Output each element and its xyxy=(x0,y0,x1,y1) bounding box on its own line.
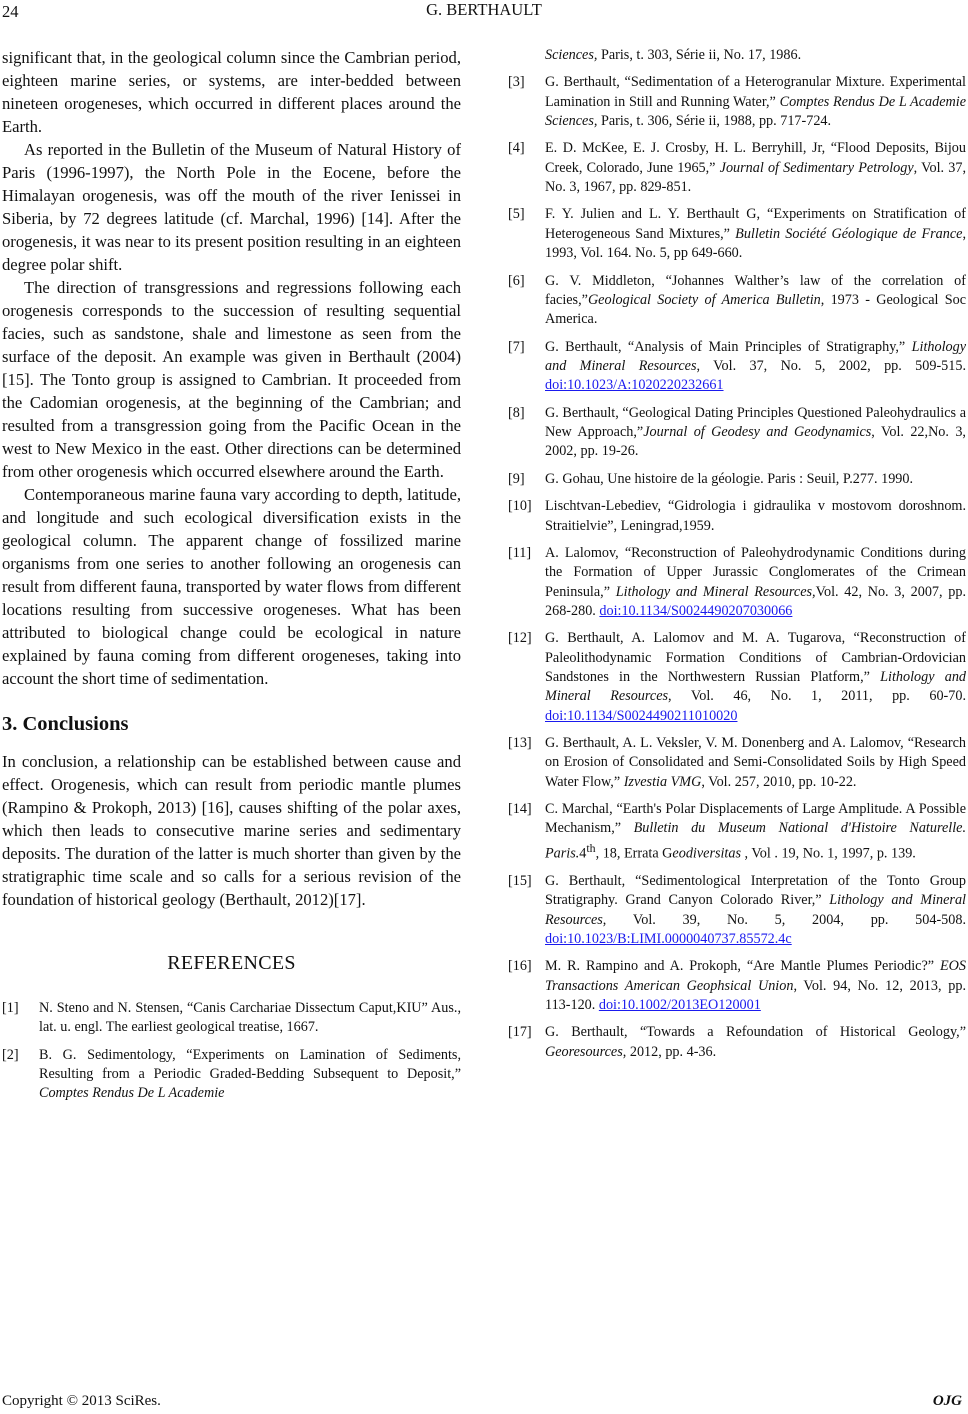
reference-text: E. D. McKee, E. J. Crosby, H. L. Berryhill, Jr, “Flood Deposits, Bijou Creek, Colorado, June 1965,” xyxy=(545,140,966,176)
reference-number: [15] xyxy=(508,872,532,889)
reference-text: G. V. Middleton, “Johannes Walther’s law of the correlation of facies,” xyxy=(545,272,966,308)
reference-text: C. Marchal, “Earth's Polar Displacements of Large Amplitude. A Possible Mechanism,” xyxy=(545,801,966,837)
reference-text: G. Berthault, A. L. Veksler, V. M. Donenberg and A. Lalomov, “Research on Erosion of Consolidated and Semi-Consolidated Soils by High Speed Water Flow,” xyxy=(545,735,966,790)
reference-journal: Bulletin du Museum National d'Histoire Naturelle. Paris. xyxy=(545,820,966,862)
reference-item xyxy=(508,734,966,792)
reference-text: G. Berthault, “Analysis of Main Principles of Stratigraphy,” xyxy=(545,338,912,355)
reference-text: F. Y. Julien and L. Y. Berthault G, “Experiments on Stratification of Heterogeneous Sand Mixtures,” xyxy=(545,206,966,242)
conclusions-paragraph: In conclusion, a relationship can be established between cause and effect. Orogenesis, which can result from periodic mantle plumes (Rampino & Prokoph, 2013) [16], causes shifting of the polar axes, which then leads to consecutive marine series and sedimentary deposits. The duration of the latter is much shorter than given by the stratigraphic time scale and so calls for a serious revision of the foundation of historical geology (Berthault, 2012)[17]. xyxy=(2,752,461,909)
reference-number: [4] xyxy=(508,140,525,157)
reference-text: B. G. Sedimentology, “Experiments on Lamination of Sediments, Resulting from a Periodic Graded-Bedding Subsequent to Deposit,” xyxy=(39,1046,461,1082)
reference-number: [6] xyxy=(508,272,525,289)
reference-item xyxy=(508,470,966,489)
reference-text: Paris, t. 303, Série ii, No. 17, 1986. xyxy=(597,47,802,63)
page-number: 24 xyxy=(2,2,19,21)
reference-text: G. Berthault, “Towards a Refoundation of Historical Geology,” xyxy=(545,1024,966,1041)
reference-journal: Journal of Geodesy and Geodynamics xyxy=(643,423,872,440)
reference-text: G. Berthault, “Sedimentation of a Heterogranular Mixture. Experimental Lamination in Still and Running Water,” xyxy=(545,74,966,110)
reference-journal: Sciences, xyxy=(545,47,598,63)
body-paragraph: Contemporaneous marine fauna vary according to depth, latitude, and longitude and such ecological diversification exists in the geological column. The apparent change of fossilized marine organisms from one series to another following an orogenesis can result from different fauna, transported by water flows from different locations resulting from successive orogeneses. What has been attributed to biological change could be ecological in nature explained by fauna coming from different orogeneses, taking into account the short time of sedimentation. xyxy=(2,485,461,688)
reference-number: [2] xyxy=(2,1046,19,1063)
body-paragraph: The direction of transgressions and regressions following each orogenesis corresponds to the succession of resulting sequential facies, such as sandstone, shale and limestone as seen from the surface of the deposit. An example was given in Berthault (2004) [15]. The Tonto group is assigned to Cambrian. It proceeded from the Cadomian orogenesis, at the beginning of the Cambrian; and resulted from a transgression going from the Pacific Ocean in the west to New Mexico in the east. Other directions can be determined from other orogenesis which occurred elsewhere around the Earth. xyxy=(2,278,461,481)
reference-item xyxy=(508,629,966,725)
reference-number: [8] xyxy=(508,404,525,421)
body-paragraph: significant that, in the geological column since the Cambrian period, eighteen marine series, or systems, are inter-bedded between nineteen orogeneses, which occurred in different places around the Earth. xyxy=(2,48,461,136)
doi-link[interactable]: doi:10.1023/A:1020220232661 xyxy=(545,377,724,394)
reference-text: G. Berthault, A. Lalomov and M. A. Tugarova, “Reconstruction of Paleolithodynamic Formation Conditions of Cambrian-Ordovician Sandstones in the Northwestern Russian Platform,” xyxy=(545,630,966,685)
reference-journal: Lithology and Mineral Resources xyxy=(545,892,966,928)
reference-number: [1] xyxy=(2,1000,19,1016)
reference-item xyxy=(508,872,966,949)
reference-tail: , 1993, Vol. 164. No. 5, pp 649-660. xyxy=(545,225,966,262)
reference-number: [11] xyxy=(508,545,532,562)
reference-tail: , Vol. 37, No. 3, 1967, pp. 829-851. xyxy=(545,159,967,195)
reference-journal: Journal of Sedimentary Petrology xyxy=(719,159,914,176)
reference-text: N. Steno and N. Stensen, “Canis Carchariae Dissectum Caput,KIU” Aus., lat. u. engl. The earliest geological treatise, 1667. xyxy=(39,1000,461,1036)
reference-ordinal: 4 xyxy=(579,845,587,862)
reference-tail: , Vol. 22,No. 3, 2002, pp. 19-26. xyxy=(545,423,966,460)
reference-item xyxy=(2,1046,461,1104)
reference-item xyxy=(508,272,966,330)
reference-item xyxy=(508,139,966,197)
doi-link[interactable]: doi:10.1134/S0024490207030066 xyxy=(599,602,793,619)
page-header xyxy=(0,0,968,30)
reference-text: G. Berthault, “Geological Dating Principles Questioned Paleohydraulics a New Approach,” xyxy=(545,404,966,440)
reference-tail: , Vol. 94, No. 12, 2013, pp. 113-120. xyxy=(545,977,966,1013)
reference-number: [12] xyxy=(508,630,532,647)
reference-journal: Lithology and Mineral Resources xyxy=(545,338,966,374)
reference-number: [17] xyxy=(508,1024,532,1041)
reference-item xyxy=(508,957,966,1015)
right-column xyxy=(508,46,966,1070)
reference-tail: , Vol. 257, 2010, pp. 10-22. xyxy=(701,773,857,790)
reference-journal: Geological Society of America Bulletin xyxy=(587,291,821,308)
reference-text: Lischtvan-Lebediev, “Gidrologia i gidraulika v mostovom doroshnom. Straitielvie”, Leningrad,1959. xyxy=(545,498,966,534)
reference-item xyxy=(508,497,966,536)
section-heading-conclusions: 3. Conclusions xyxy=(2,713,129,735)
reference-number: [10] xyxy=(508,498,532,515)
journal-abbreviation: OJG xyxy=(932,1393,962,1409)
reference-text: M. R. Rampino and A. Prokoph, “Are Mantle Plumes Periodic?” xyxy=(545,958,940,975)
reference-superscript: th xyxy=(586,840,596,855)
reference-item xyxy=(2,999,461,1038)
reference-journal: eodiversitas xyxy=(672,845,741,862)
reference-list xyxy=(2,999,461,1103)
reference-item xyxy=(508,1023,966,1062)
doi-link[interactable]: doi:10.1002/2013EO120001 xyxy=(598,996,761,1013)
reference-journal: Comptes Rendus De L Academie Sciences, xyxy=(545,93,966,129)
reference-tail: , Vol. 46, No. 1, 2011, pp. 60-70. xyxy=(668,688,966,705)
reference-item xyxy=(508,338,966,396)
reference-number: [9] xyxy=(508,470,525,487)
reference-number: [16] xyxy=(508,958,532,975)
reference-text: A. Lalomov, “Reconstruction of Paleohydrodynamic Conditions during the Formation of Upper Jurassic Conglomerates of the Crimean Peninsula,” xyxy=(545,545,966,600)
reference-number: [3] xyxy=(508,74,525,91)
doi-link[interactable]: doi:10.1134/S0024490211010020 xyxy=(545,707,738,724)
reference-journal: Georesources xyxy=(545,1043,623,1060)
reference-journal: Lithology and Mineral Resources, xyxy=(615,583,816,600)
reference-text: G. Berthault, “Sedimentological Interpretation of the Tonto Group Stratigraphy. Grand Canyon Colorado River,” xyxy=(545,872,966,909)
reference-continuation xyxy=(508,46,966,65)
reference-number: [7] xyxy=(508,338,525,355)
reference-item xyxy=(508,800,966,864)
copyright-notice: Copyright © 2013 SciRes. xyxy=(2,1393,161,1409)
left-column xyxy=(2,46,461,1111)
reference-item xyxy=(508,404,966,462)
reference-journal: Bulletin Société Géologique de France xyxy=(735,225,963,242)
reference-item xyxy=(508,73,966,131)
reference-tail: , 2012, pp. 4-36. xyxy=(622,1043,717,1060)
reference-number: [13] xyxy=(508,735,532,752)
reference-item xyxy=(508,205,966,263)
doi-link[interactable]: doi:10.1023/B:LIMI.0000040737.85572.4c xyxy=(545,930,792,947)
reference-journal: EOS Transactions American Geophsical Union xyxy=(545,958,966,994)
reference-journal: Lithology and Mineral Resources xyxy=(545,669,967,705)
reference-tail: , Vol . 19, No. 1, 1997, p. 139. xyxy=(740,845,916,862)
reference-tail: , Vol. 37, No. 5, 2002, pp. 509-515. xyxy=(696,357,966,374)
reference-number: [14] xyxy=(508,801,532,818)
running-author: G. BERTHAULT xyxy=(426,0,542,19)
references-heading: REFERENCES xyxy=(167,952,296,974)
reference-journal: Izvestia VMG xyxy=(623,773,702,790)
reference-number: [5] xyxy=(508,206,525,223)
reference-tail: , 18, Errata G xyxy=(595,845,673,862)
reference-tail: Paris, t. 306, Série ii, 1988, pp. 717-724. xyxy=(597,112,832,129)
reference-tail: , 1973 - Geological Soc America. xyxy=(545,291,966,328)
reference-tail: Vol. 42, No. 3, 2007, pp. 268-280. xyxy=(545,583,967,619)
reference-tail: , Vol. 39, No. 5, 2004, pp. 504-508. xyxy=(602,911,966,928)
body-paragraph: As reported in the Bulletin of the Museum of Natural History of Paris (1996-1997), the North Pole in the Eocene, before the Himalayan orogenesis, was off the mouth of the river Ienissei in Siberia, by 72 degrees latitude (cf. Marchal, 1996) [14]. After the orogenesis, it was near to its present position resulting in an eighteen degree polar shift. xyxy=(2,140,461,274)
reference-text: G. Gohau, Une histoire de la géologie. Paris : Seuil, P.277. 1990. xyxy=(545,470,914,487)
reference-journal: Comptes Rendus De L Academie xyxy=(39,1085,225,1102)
reference-item xyxy=(508,544,966,621)
